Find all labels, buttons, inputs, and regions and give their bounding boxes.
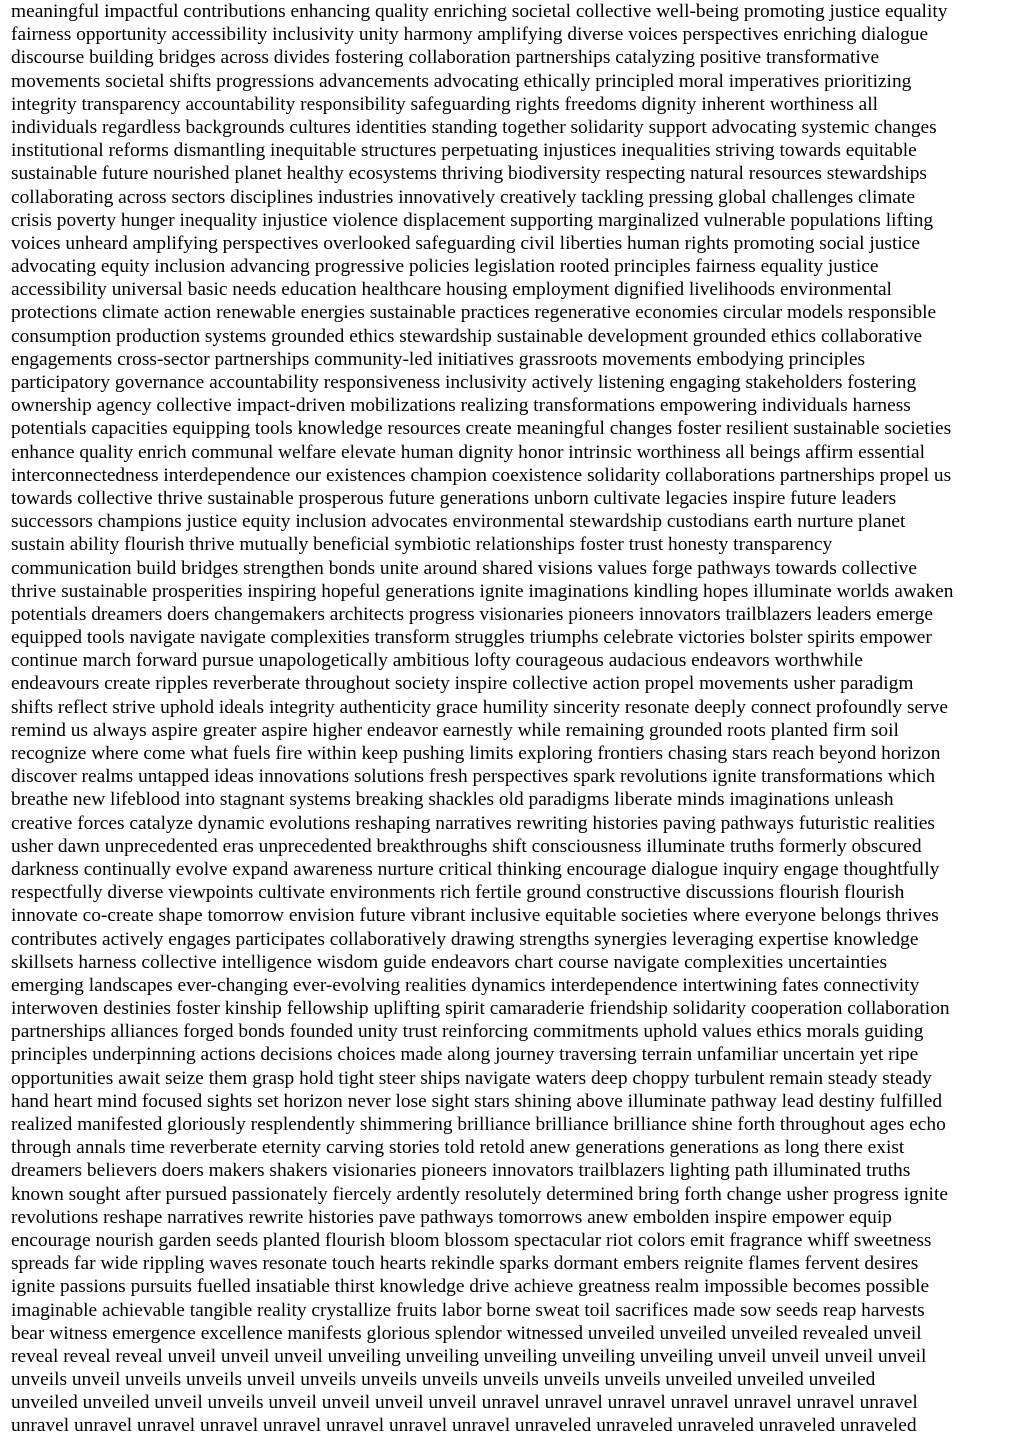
text-line: darkness continually evolve expand awareness nurture critical thinking encourage dialogue inquiry engage thoughtfully — [11, 858, 940, 880]
text-line: unveiled unveiled unveil unveils unveil unveil unveil unveil unravel unravel unravel unravel unravel unravel unravel — [11, 1392, 918, 1414]
text-line: consumption production systems grounded ethics stewardship sustainable development grounded ethics collaborative — [11, 325, 923, 347]
text-body — [11, 0, 1016, 1438]
text-line: meaningful impactful contributions enhancing quality enriching societal collective well-being promoting justice equality — [11, 1, 948, 22]
text-line: hand heart mind focused sights set horizon never lose sight stars shining above illuminate pathway lead destiny fulfilled — [11, 1090, 943, 1112]
text-line: partnerships alliances forged bonds founded unity trust reinforcing commitments uphold values ethics morals guiding — [11, 1021, 924, 1043]
text-line: opportunities await seize them grasp hold tight steer ships navigate waters deep choppy turbulent remain steady steady — [11, 1067, 932, 1089]
text-line: sustain ability flourish thrive mutually beneficial symbiotic relationships foster trust honesty transparency — [11, 534, 833, 556]
text-line: spreads far wide rippling waves resonate touch hearts rekindle sparks dormant embers reignite flames fervent desires — [11, 1253, 919, 1275]
text-line: revolutions reshape narratives rewrite histories pave pathways tomorrows anew embolden inspire empower equip — [11, 1206, 892, 1228]
text-line: fairness opportunity accessibility inclusivity unity harmony amplifying diverse voices perspectives enriching dialogue — [11, 24, 929, 46]
text-line: principles underpinning actions decisions choices made along journey traversing terrain unfamiliar uncertain yet ripe — [11, 1044, 919, 1066]
text-line: through annals time reverberate eternity carving stories told retold anew generations generations as long there exist — [11, 1137, 905, 1159]
text-line: usher dawn unprecedented eras unprecedented breakthroughs shift consciousness illuminate truths formerly obscured — [11, 835, 922, 857]
text-line: voices unheard amplifying perspectives overlooked safeguarding civil liberties human rights promoting social justice — [11, 232, 920, 254]
text-line: ownership agency collective impact-driven mobilizations realizing transformations empowering individuals harness — [11, 395, 911, 417]
text-line: discover realms untapped ideas innovations solutions fresh perspectives spark revolutions ignite transformations which — [11, 766, 936, 788]
text-line: movements societal shifts progressions advancements advocating ethically principled moral imperatives prioritizing — [11, 70, 912, 92]
text-line: encourage nourish garden seeds planted flourish bloom blossom spectacular riot colors emit fragrance whiff sweetness — [11, 1229, 932, 1251]
text-line: thrive sustainable prosperities inspiring hopeful generations ignite imaginations kindling hopes illuminate worlds awaken — [11, 580, 954, 602]
text-line: contributes actively engages participates collaboratively drawing strengths synergies leveraging expertise knowledge — [11, 928, 919, 950]
text-line: known sought after pursued passionately fiercely ardently resolutely determined bring forth change usher progress ignite — [11, 1183, 948, 1205]
text-line: engagements cross-sector partnerships community-led initiatives grassroots movements embodying principles — [11, 348, 866, 370]
text-line: integrity transparency accountability responsibility safeguarding rights freedoms dignity inherent worthiness all — [11, 93, 878, 115]
text-line: participatory governance accountability responsiveness inclusivity actively listening engaging stakeholders fostering — [11, 372, 917, 393]
text-line: shifts reflect strive uphold ideals integrity authenticity grace humility sincerity resonate deeply connect profoundly serve — [11, 696, 948, 718]
text-line: interwoven destinies foster kinship fellowship uplifting spirit camaraderie friendship solidarity cooperation collaboration — [11, 998, 950, 1020]
text-line: collaborating across sectors disciplines industries innovatively creatively tackling pressing global challenges climate — [11, 186, 916, 208]
text-line: institutional reforms dismantling inequitable structures perpetuating injustices inequalities striving towards equitable — [11, 140, 917, 162]
text-line: individuals regardless backgrounds cultures identities standing together solidarity support advocating systemic changes — [11, 116, 937, 138]
text-line: enhance quality enrich communal welfare elevate human dignity honor intrinsic worthiness all beings affirm essential — [11, 441, 925, 463]
text-line: accessibility universal basic needs education healthcare housing employment dignified livelihoods environmental — [11, 279, 892, 301]
text-line: skillsets harness collective intelligence wisdom guide endeavors chart course navigate complexities uncertainties — [11, 951, 888, 973]
text-line: potentials dreamers doers changemakers architects progress visionaries pioneers innovators trailblazers leaders emerge — [11, 603, 933, 625]
text-line: interconnectedness interdependence our existences champion coexistence solidarity collaborations partnerships propel us — [11, 464, 952, 486]
text-line: sustainable future nourished planet healthy ecosystems thriving biodiversity respecting natural resources stewardships — [11, 163, 927, 185]
text-line: remind us always aspire greater aspire higher endeavor earnestly while remaining grounded roots planted firm soil — [11, 719, 899, 741]
text-line: bear witness emergence excellence manifests glorious splendor witnessed unveiled unveiled unveiled revealed unveil — [11, 1322, 922, 1344]
text-line: towards collective thrive sustainable prosperous future generations unborn cultivate legacies inspire future leaders — [11, 487, 897, 509]
text-line: crisis poverty hunger inequality injustice violence displacement supporting marginalized vulnerable populations lifting — [11, 209, 934, 231]
text-line: ignite passions pursuits fuelled insatiable thirst knowledge drive achieve greatness realm impossible becomes possible — [11, 1276, 930, 1298]
text-line: protections climate action renewable energies sustainable practices regenerative economies circular models responsible — [11, 302, 937, 324]
text-line: endeavours create ripples reverberate throughout society inspire collective action propel movements usher paradigm — [11, 673, 914, 695]
text-line: imaginable achievable tangible reality crystallize fruits labor borne sweat toil sacrifices made sow seeds reap harvests — [11, 1299, 925, 1321]
text-line: continue march forward pursue unapologetically ambitious lofty courageous audacious endeavors worthwhile — [11, 650, 863, 672]
text-line: communication build bridges strengthen bonds unite around shared visions values forge pathways towards collective — [11, 557, 917, 579]
text-line: breathe new lifeblood into stagnant systems breaking shackles old paradigms liberate minds imaginations unleash — [11, 789, 894, 811]
text-line: potentials capacities equipping tools knowledge resources create meaningful changes foster resilient sustainable societies — [11, 418, 952, 440]
text-line: reveal reveal reveal unveil unveil unveil unveiling unveiling unveiling unveiling unveiling unveil unveil unveil unveil — [11, 1345, 927, 1367]
text-line: emerging landscapes ever-changing ever-evolving realities dynamics interdependence intertwining fates connectivity — [11, 974, 920, 996]
text-line: realized manifested gloriously resplendently shimmering brilliance brilliance brilliance shine forth throughout ages echo — [11, 1114, 946, 1135]
text-line: recognize where come what fuels fire within keep pushing limits exploring frontiers chasing stars reach beyond horizon — [11, 743, 941, 764]
text-line: unravel unravel unravel unravel unravel unravel unravel unravel unraveled unraveled unraveled unraveled unraveled — [11, 1415, 917, 1437]
text-line: successors champions justice equity inclusion advocates environmental stewardship custodians earth nurture planet — [11, 511, 906, 533]
text-line: advocating equity inclusion advancing progressive policies legislation rooted principles fairness equality justice — [11, 256, 879, 278]
text-line: creative forces catalyze dynamic evolutions reshaping narratives rewriting histories paving pathways futuristic realities — [11, 812, 935, 834]
text-line: innovate co-create shape tomorrow envision future vibrant inclusive equitable societies where everyone belongs thrives — [11, 905, 939, 927]
text-line: respectfully diverse viewpoints cultivate environments rich fertile ground constructive discussions flourish flourish — [11, 882, 905, 904]
text-line: equipped tools navigate navigate complexities transform struggles triumphs celebrate victories bolster spirits empower — [11, 627, 932, 649]
text-line: discourse building bridges across divides fostering collaboration partnerships catalyzing positive transformative — [11, 47, 880, 69]
text-line: unveils unveil unveils unveils unveil unveils unveils unveils unveils unveils unveils unveiled unveiled unveiled — [11, 1369, 876, 1391]
text-line: dreamers believers doers makers shakers visionaries pioneers innovators trailblazers lighting path illuminated truths — [11, 1160, 911, 1182]
